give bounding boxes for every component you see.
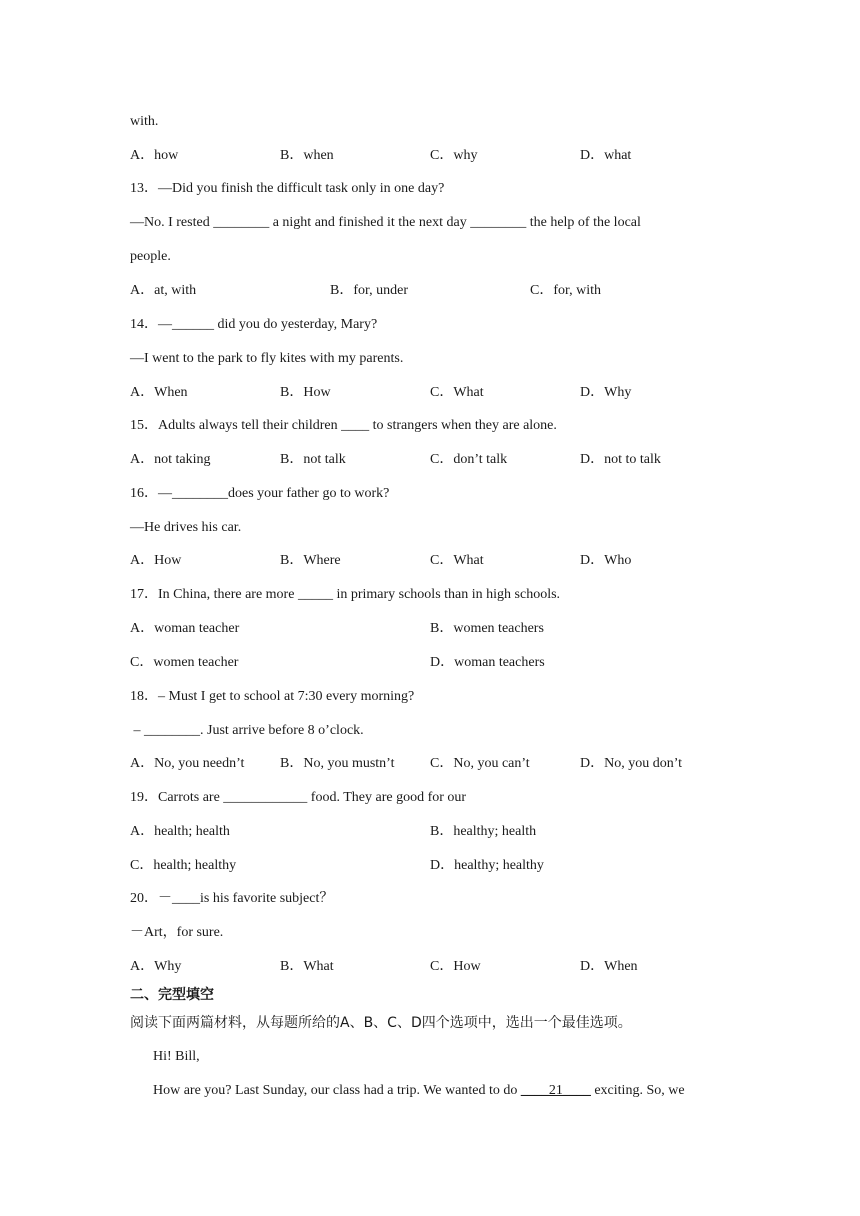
option-d: D．woman teachers bbox=[430, 655, 545, 670]
question-17: 17．In China, there are more _____ in primary schools than in high schools. bbox=[130, 587, 561, 602]
question-16: 16．—________does your father go to work? bbox=[130, 486, 390, 501]
option-a: A．woman teacher bbox=[130, 621, 240, 636]
options-row-20 bbox=[130, 958, 750, 976]
option-d: D．When bbox=[580, 959, 638, 974]
option-a: A．When bbox=[130, 385, 188, 400]
question-13: 13．—Did you finish the difficult task only in one day? bbox=[130, 181, 445, 196]
option-c: C．How bbox=[430, 959, 481, 974]
options-row-12 bbox=[130, 147, 750, 165]
question-18: 18．– Must I get to school at 7:30 every morning? bbox=[130, 689, 415, 704]
option-b: B．when bbox=[280, 148, 334, 163]
options-row-14 bbox=[130, 384, 750, 402]
question-14-answer-line: —I went to the park to fly kites with my parents. bbox=[130, 351, 404, 366]
options-row-17a bbox=[130, 620, 750, 638]
option-b: B．Where bbox=[280, 553, 341, 568]
option-b: B．No, you mustn’t bbox=[280, 756, 395, 771]
option-d: D．healthy; healthy bbox=[430, 858, 544, 873]
option-d: D．Why bbox=[580, 385, 632, 400]
options-row-18 bbox=[130, 755, 750, 773]
letter-greeting: Hi! Bill, bbox=[153, 1049, 200, 1064]
option-a: A．not taking bbox=[130, 452, 211, 467]
question-18-answer-line: – ________. Just arrive before 8 o’clock. bbox=[130, 723, 364, 738]
question-12-tail: with. bbox=[130, 114, 159, 129]
question-15: 15．Adults always tell their children ____ to strangers when they are alone. bbox=[130, 418, 557, 433]
question-16-answer-line: —He drives his car. bbox=[130, 520, 242, 535]
question-20-answer-line: －Art，for sure. bbox=[130, 925, 224, 940]
option-b: B．healthy; health bbox=[430, 824, 537, 839]
passage-line bbox=[153, 1082, 685, 1100]
options-row-19b bbox=[130, 857, 750, 875]
option-b: B．How bbox=[280, 385, 331, 400]
option-d: D．what bbox=[580, 148, 632, 163]
option-c: C．for, with bbox=[530, 283, 601, 298]
option-a: A．at, with bbox=[130, 283, 197, 298]
option-d: D．No, you don’t bbox=[580, 756, 683, 771]
section-instructions: 阅读下面两篇材料，从每题所给的A、B、C、D四个选项中，选出一个最佳选项。 bbox=[130, 1015, 632, 1031]
options-row-15 bbox=[130, 451, 750, 469]
options-row-16 bbox=[130, 552, 750, 570]
option-b: B．for, under bbox=[330, 283, 408, 298]
blank-21: ____21____ bbox=[520, 1083, 591, 1098]
option-b: B．women teachers bbox=[430, 621, 544, 636]
option-c: C．don’t talk bbox=[430, 452, 508, 467]
option-c: C．What bbox=[430, 385, 484, 400]
option-d: D．not to talk bbox=[580, 452, 661, 467]
passage-text: How are you? Last Sunday, our class had a trip. We wanted to do bbox=[153, 1083, 521, 1098]
question-19: 19．Carrots are ____________ food. They are good for our bbox=[130, 790, 467, 805]
options-row-17b bbox=[130, 654, 750, 672]
section-heading: 二、完型填空 bbox=[130, 987, 214, 1003]
option-a: A．How bbox=[130, 553, 182, 568]
option-a: A．health; health bbox=[130, 824, 230, 839]
option-d: D．Who bbox=[580, 553, 632, 568]
option-c: C．What bbox=[430, 553, 484, 568]
question-13-continuation: people. bbox=[130, 249, 171, 264]
question-13-answer-line: —No. I rested ________ a night and finished it the next day ________ the help of the local bbox=[130, 215, 641, 230]
option-c: C．No, you can’t bbox=[430, 756, 530, 771]
option-b: B．not talk bbox=[280, 452, 346, 467]
option-b: B．What bbox=[280, 959, 334, 974]
option-c: C．health; healthy bbox=[130, 858, 237, 873]
passage-text-continued: exciting. So, we bbox=[590, 1083, 685, 1098]
question-14: 14．—______ did you do yesterday, Mary? bbox=[130, 317, 378, 332]
option-a: A．No, you needn’t bbox=[130, 756, 245, 771]
question-20: 20．－____is his favorite subject？ bbox=[130, 891, 334, 906]
options-row-13 bbox=[130, 282, 750, 300]
option-c: C．why bbox=[430, 148, 478, 163]
option-c: C．women teacher bbox=[130, 655, 239, 670]
option-a: A．how bbox=[130, 148, 179, 163]
option-a: A．Why bbox=[130, 959, 182, 974]
options-row-19a bbox=[130, 823, 750, 841]
